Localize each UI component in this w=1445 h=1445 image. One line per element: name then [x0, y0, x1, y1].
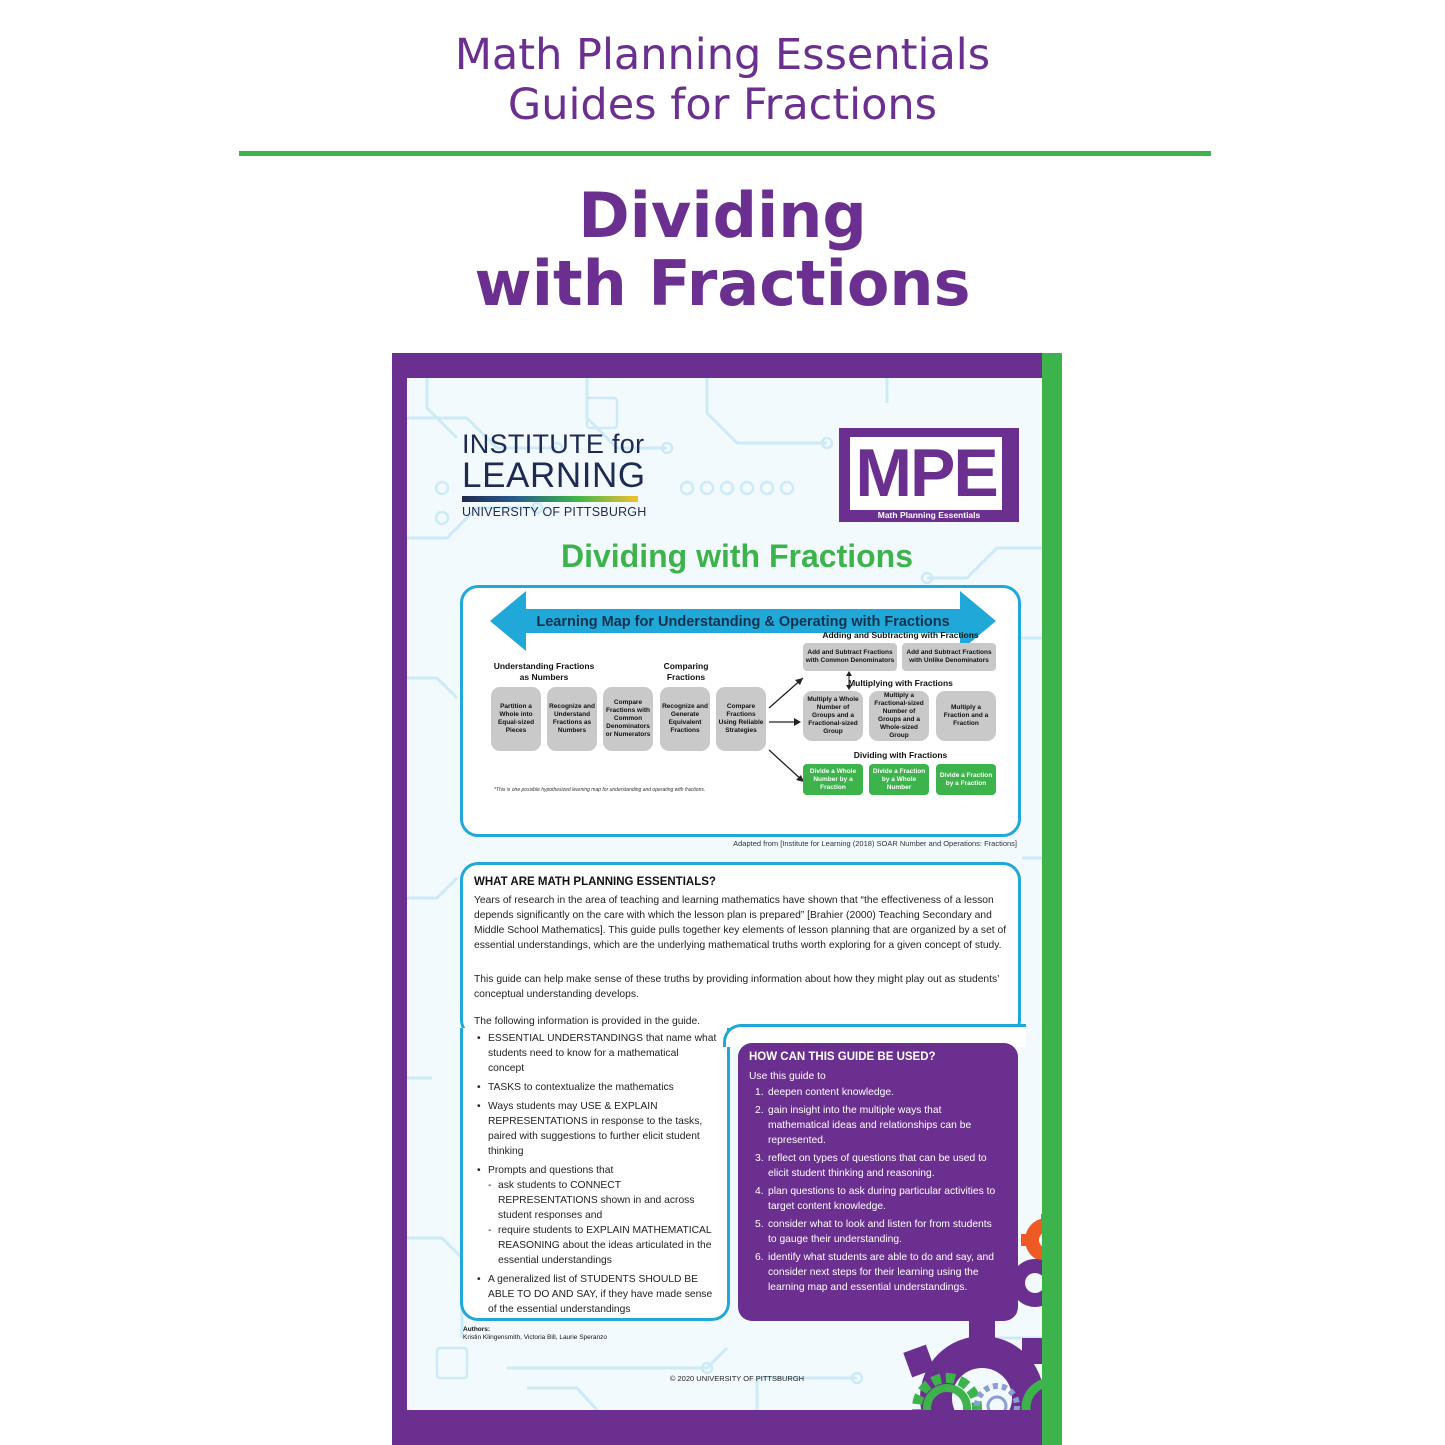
what-paragraph-2: This guide can help make sense of these truths by providing information about how they might play out as students’ conceptual understanding develops. [474, 974, 1000, 1000]
header-title-line-1: Dividing [578, 179, 867, 252]
list-item: • TASKS to contextualize the mathematics [477, 1080, 717, 1095]
multiplying-node: Multiply a Fractional-sized Number of Groups and a Whole-sized Group [869, 691, 929, 741]
list-item-text: • Prompts and questions that [488, 1165, 614, 1176]
booklet-page [407, 378, 1042, 1410]
multiplying-node: Multiply a Whole Number of Groups and a Fractional-sized Group [803, 691, 863, 741]
adapted-from-note: Adapted from [Institute for Learning (2018) SOAR Number and Operations: Fractions] [733, 839, 1017, 848]
list-number: 4. [755, 1186, 764, 1197]
copyright: © 2020 UNIVERSITY OF PITTSBURGH [669, 1374, 805, 1383]
map-node: Compare Fractions with Common Denominators or Numerators [603, 687, 653, 751]
how-heading: HOW CAN THIS GUIDE BE USED? [749, 1051, 936, 1063]
list-item-text: gain insight into the multiple ways that mathematical ideas and relationships can be represented. [768, 1105, 972, 1146]
map-node: Recognize and Generate Equivalent Fractions [660, 687, 710, 751]
learning-map-note: *This is one possible hypothesized learning map for understanding and operating with fractions. [494, 787, 706, 793]
list-number: 2. [755, 1105, 764, 1116]
header-title [0, 179, 1445, 320]
what-heading: WHAT ARE MATH PLANNING ESSENTIALS? [474, 876, 716, 888]
list-item-text: deepen content knowledge. [768, 1087, 894, 1098]
list-item: • Ways students may USE & EXPLAIN REPRESENTATIONS in response to the tasks, paired with suggestions to further elicit student thinking [477, 1099, 717, 1159]
list-item: • A generalized list of STUDENTS SHOULD BE ABLE TO DO AND SAY, if they have made sense of the essential understandings [477, 1272, 717, 1317]
list-number: 1. [755, 1087, 764, 1098]
dividing-node: Divide a Whole Number by a Fraction [803, 764, 863, 795]
learning-map-arrow-label: Learning Map for Understanding & Operating with Fractions [536, 614, 950, 630]
gears-decoration [407, 378, 1042, 1410]
dividing-node: Divide a Fraction by a Fraction [936, 764, 996, 795]
header-line-2: Guides for Fractions [507, 80, 938, 130]
what-paragraph-1: Years of research in the area of teaching and learning mathematics have shown that “the effectiveness of a lesson depends significantly on the care with which the lesson plan is prepared” [Brahier (2000) Teaching Secondary and Middle School Mathematics]. This guide pulls together key elements of lesson planning that are organized by a set of essential understandings, which are the underlying mathematical truths worth exploring for a given concept of study. [474, 895, 1007, 951]
mpe-letters: MPE [855, 435, 997, 511]
authors: Kristin Klingensmith, Victoria Bill, Laurie Speranzo [463, 1334, 608, 1341]
list-item-text: identify what students are able to do and say, and consider next steps for their learning using the learning map and essential understandings. [768, 1252, 994, 1293]
group-dividing: Dividing with Fractions [853, 750, 948, 760]
group-comparing: Comparing Fractions [663, 661, 709, 682]
list-item-text: reflect on types of questions that can be used to elicit student thinking and reasoning. [768, 1153, 987, 1179]
group-understanding: Understanding Fractions as Numbers [493, 661, 595, 682]
multiplying-node: Multiply a Fraction and a Fraction [936, 691, 996, 741]
logo-line-3: UNIVERSITY OF PITTSBURGH [462, 505, 647, 519]
adding-node: Add and Subtract Fractions with Common Denominators [803, 643, 897, 671]
list-item: • ESSENTIAL UNDERSTANDINGS that name what students need to know for a mathematical concept [477, 1031, 717, 1076]
list-item-text: plan questions to ask during particular activities to target content knowledge. [768, 1186, 996, 1212]
list-number: 3. [755, 1153, 764, 1164]
booklet-spine [1042, 353, 1062, 1445]
page-title: Dividing with Fractions [560, 538, 913, 574]
map-node: Compare Fractions Using Reliable Strategies [716, 687, 766, 751]
group-adding: Adding and Subtracting with Fractions [822, 630, 979, 640]
authors-label: Authors: [463, 1326, 491, 1333]
how-intro: Use this guide to [749, 1071, 826, 1082]
header-subtitle [0, 30, 1445, 130]
adding-node: Add and Subtract Fractions with Unlike Denominators [902, 643, 996, 671]
list-number: 6. [755, 1252, 764, 1263]
logo-line-2: LEARNING [462, 456, 646, 495]
header-title-line-2: with Fractions [474, 247, 971, 320]
list-subitem: - require students to EXPLAIN MATHEMATICAL REASONING about the ideas articulated in the essential understandings [477, 1223, 717, 1268]
list-subitem: - ask students to CONNECT REPRESENTATIONS shown in and across student responses and [477, 1178, 717, 1223]
map-node: Partition a Whole into Equal-sized Pieces [491, 687, 541, 751]
list-number: 5. [755, 1219, 764, 1230]
what-paragraph-3: The following information is provided in the guide. [474, 1016, 701, 1027]
logo-line-1: INSTITUTE for [462, 429, 645, 459]
mpe-subtitle: Math Planning Essentials [877, 510, 981, 520]
list-item-text: consider what to look and listen for from students to gauge their understanding. [768, 1219, 992, 1245]
purple-gear-small-icon [1011, 1259, 1042, 1307]
map-node: Recognize and Understand Fractions as Numbers [547, 687, 597, 751]
dividing-node: Divide a Fraction by a Whole Number [869, 764, 929, 795]
orange-gear-icon [1021, 1214, 1042, 1262]
header-line-1: Math Planning Essentials [454, 30, 991, 80]
booklet-cover [392, 353, 1062, 1445]
group-multiplying: Multiplying with Fractions [848, 678, 953, 688]
header-divider [239, 151, 1211, 156]
